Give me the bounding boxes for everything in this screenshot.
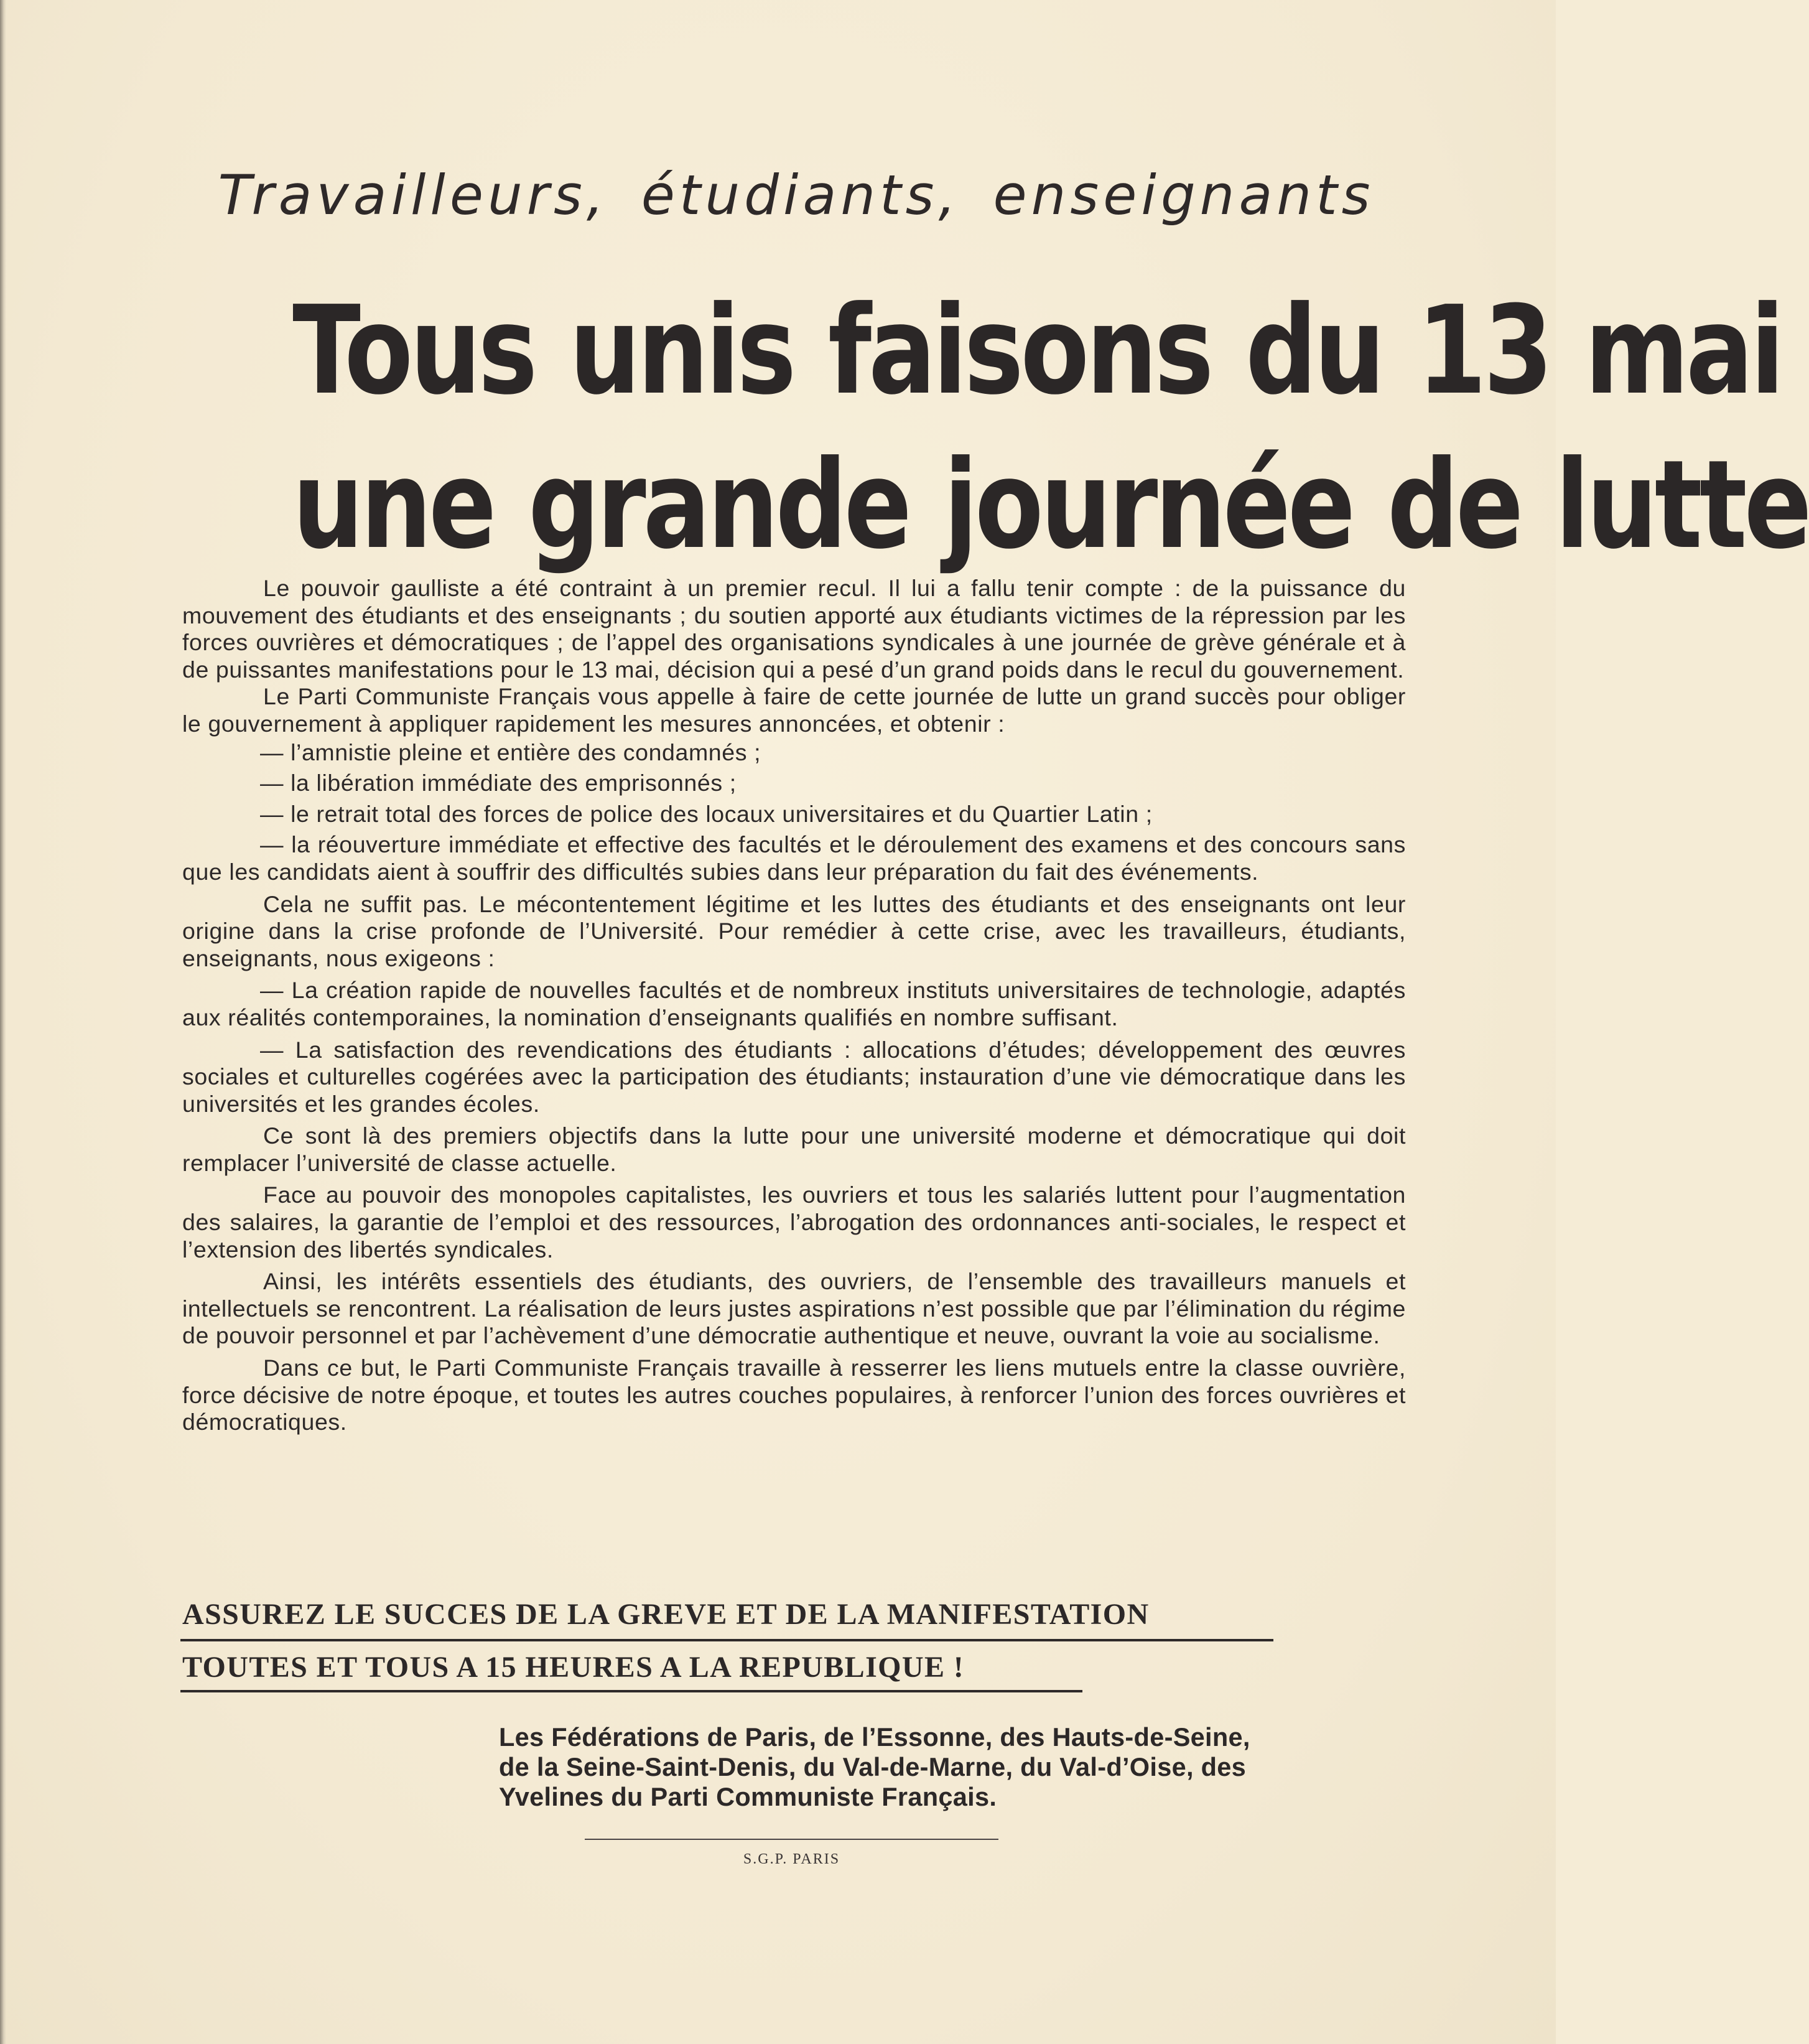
headline-line-2: une grande journée de lutte — [292, 434, 1809, 576]
signature-line-2: de la Seine-Saint-Denis, du Val-de-Marne, du Val-d’Oise, des — [499, 1752, 1247, 1781]
slogan-underline-2 — [180, 1690, 1082, 1692]
paragraph-objectifs: Ce sont là des premiers objectifs dans la lutte pour une université moderne et démocratique qui doit remplacer l’université de classe actuelle. — [182, 1122, 1406, 1176]
demand-amnistie: — l’amnistie pleine et entière des condamnés ; — [260, 739, 761, 765]
paragraph-recul: Le pouvoir gaulliste a été contraint à un premier recul. Il lui a fallu tenir compte : de la puissance du mouvement des étudiants et des enseignants ; du soutien apporté aux étudiants victimes de la répression par les forces ouvrières et démocratiques ; de l’appel des organisations syndicales à une journée de grève générale et à de puissantes manifestations pour le 13 mai, décision qui a pesé d’un grand poids dans le recul du gouvernement. — [182, 575, 1406, 683]
demand-retrait-police: — le retrait total des forces de police des locaux universitaires et du Quartier Latin ; — [260, 800, 1153, 827]
headline — [292, 274, 1809, 582]
signature-line-1: Les Fédérations de Paris, de l’Essonne, des Hauts-de-Seine, — [499, 1722, 1250, 1752]
paragraph-appel-pcf: Le Parti Communiste Français vous appelle à faire de cette journée de lutte un grand succès pour obliger le gouvernement à appliquer rapidement les mesures annoncées, et obtenir : — [182, 683, 1406, 737]
demand-revendications: — La satisfaction des revendications des étudiants : allocations d’études; développement des œuvres sociales et culturelles cogérées avec la participation des étudiants; instauration d’une vie démocratique dans les universités et les grandes écoles. — [182, 1036, 1406, 1117]
paragraph-dans-ce-but: Dans ce but, le Parti Communiste Français travaille à resserrer les liens mutuels entre la classe ouvrière, force décisive de notre époque, et toutes les autres couches populaires, à renforcer l’union des forces ouvrières et démocratiques. — [182, 1355, 1406, 1435]
paragraph-monopoles: Face au pouvoir des monopoles capitalistes, les ouvriers et tous les salariés luttent pour l’augmentation des salaires, la garantie de l’emploi et des ressources, l’abrogation des ordonnances anti-sociales, le respect et l’extension des libertés syndicales. — [182, 1182, 1406, 1262]
demand-reouverture: — la réouverture immédiate et effective des facultés et le déroulement des examens et des concours sans que les candidats aient à souffrir des difficultés subies dans leur préparation du fait des événements. — [182, 831, 1406, 885]
paper-edge-shadow — [0, 0, 6, 2044]
demand-facultes: — La création rapide de nouvelles facultés et de nombreux instituts universitaires de technologie, adaptés aux réalités contemporaines, la nomination d’enseignants qualifiés en nombre suffisant. — [182, 977, 1406, 1030]
body-text — [182, 575, 1406, 1436]
headline-line-1: Tous unis faisons du 13 mai — [292, 280, 1782, 422]
signature-block — [499, 1722, 1407, 1812]
slogan-greve: ASSUREZ LE SUCCES DE LA GREVE ET DE LA MANIFESTATION — [182, 1598, 1150, 1631]
printer-imprint: S.G.P. PARIS — [743, 1851, 840, 1867]
printer-divider — [585, 1839, 998, 1840]
slogan-underline-1 — [180, 1639, 1273, 1641]
demand-liberation: — la libération immédiate des emprisonnés ; — [260, 770, 737, 796]
slogan-republique: TOUTES ET TOUS A 15 HEURES A LA REPUBLIQUE ! — [182, 1651, 965, 1684]
paragraph-interets: Ainsi, les intérêts essentiels des étudiants, des ouvriers, de l’ensemble des travailleurs manuels et intellectuels se rencontrent. La réalisation de leurs justes aspirations n’est possible que par l’élimination du régime de pouvoir personnel et par l’achèvement d’une démocratie authentique et neuve, ouvrant la voie au socialisme. — [182, 1268, 1406, 1349]
paragraph-crise-universite: Cela ne suffit pas. Le mécontentement légitime et les luttes des étudiants et des enseignants ont leur origine dans la crise profonde de l’Université. Pour remédier à cette crise, avec les travailleurs, étudiants, enseignants, nous exigeons : — [182, 890, 1406, 971]
kicker-line: Travailleurs, étudiants, enseignants — [218, 163, 1375, 227]
signature-line-3: Yvelines du Parti Communiste Français. — [499, 1782, 997, 1811]
